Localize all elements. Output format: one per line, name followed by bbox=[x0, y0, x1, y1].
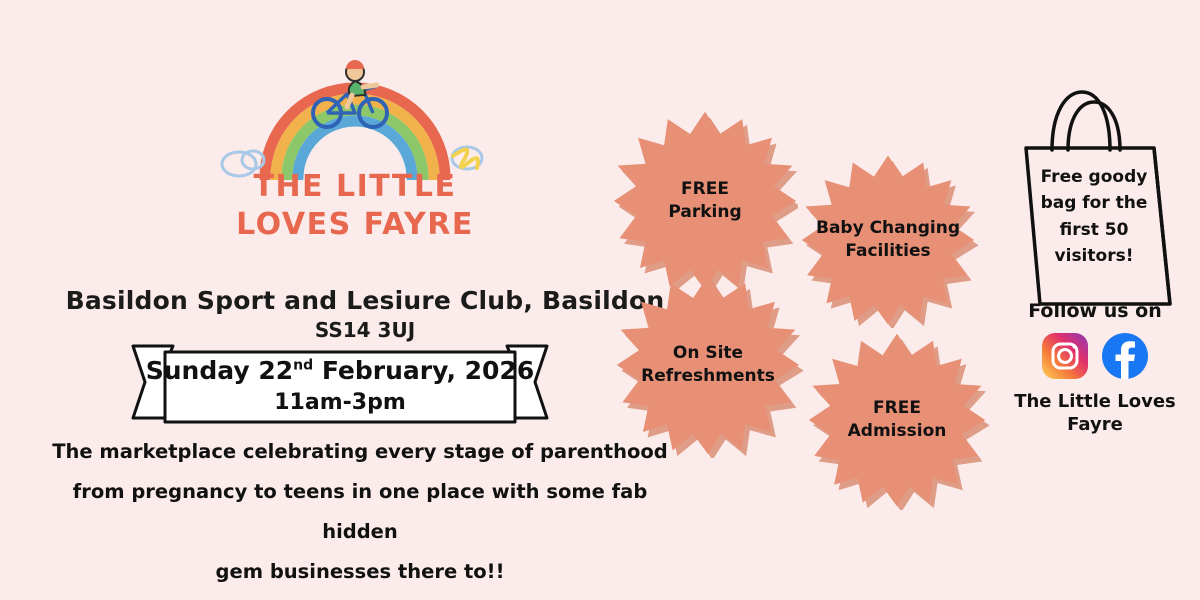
burst-line-2: Admission bbox=[847, 421, 947, 441]
burst-line-1: FREE bbox=[681, 179, 729, 200]
goody-bag-callout bbox=[1004, 78, 1184, 318]
follow-us-label: Follow us on bbox=[1028, 300, 1162, 322]
social-handle bbox=[990, 390, 1200, 437]
goody-bag-line-3: first 50 bbox=[1059, 219, 1129, 240]
goody-bag-line-4: visitors! bbox=[1054, 246, 1134, 267]
event-time: 11am-3pm bbox=[274, 390, 406, 415]
brand-wordmark bbox=[205, 168, 505, 245]
venue-block bbox=[60, 286, 670, 342]
child-on-bicycle-over-rainbow-icon bbox=[205, 60, 505, 180]
starburst-icon bbox=[612, 272, 804, 458]
burst-line-1: On Site bbox=[672, 343, 744, 364]
starburst-icon bbox=[612, 108, 798, 294]
burst-line-2: Refreshments bbox=[641, 366, 775, 386]
burst-baby-changing-facilities bbox=[790, 152, 986, 328]
brand-line-1: THE LITTLE bbox=[253, 169, 457, 204]
burst-on-site-refreshments bbox=[612, 272, 804, 458]
venue-postcode: SS14 3UJ bbox=[314, 318, 416, 342]
tagline-line-1: The marketplace celebrating every stage of parenthood bbox=[52, 440, 668, 463]
brand-line-2: LOVES FAYRE bbox=[236, 207, 474, 243]
goody-bag-line-2: bag for the bbox=[1040, 193, 1148, 214]
burst-line-2: Facilities bbox=[845, 241, 931, 261]
follow-us-block bbox=[990, 300, 1200, 437]
event-date: Sunday 22nd February, 2026 bbox=[145, 356, 535, 385]
starburst-icon bbox=[790, 152, 986, 328]
burst-free-parking bbox=[612, 108, 798, 294]
social-icon-row bbox=[990, 332, 1200, 380]
brand-logo bbox=[205, 60, 505, 275]
venue-name: Basildon Sport and Lesiure Club, Basildon bbox=[65, 286, 665, 315]
date-ribbon-banner bbox=[115, 336, 565, 432]
burst-free-admission bbox=[804, 330, 990, 510]
tagline-line-3: gem businesses there to!! bbox=[215, 559, 505, 583]
burst-line-1: FREE bbox=[873, 398, 921, 419]
starburst-icon bbox=[804, 330, 990, 510]
goody-bag-text bbox=[1018, 164, 1170, 269]
tagline-block bbox=[40, 432, 680, 592]
handle-line-2: Fayre bbox=[1067, 414, 1123, 436]
goody-bag-line-1: Free goody bbox=[1040, 167, 1148, 187]
handle-line-1: The Little Loves bbox=[1014, 391, 1176, 412]
date-time-text bbox=[115, 356, 565, 415]
burst-line-2: Parking bbox=[668, 202, 742, 222]
facebook-icon[interactable] bbox=[1101, 332, 1149, 380]
tagline-line-2: from pregnancy to teens in one place with some fab hidden bbox=[72, 479, 648, 543]
burst-line-1: Baby Changing bbox=[815, 218, 961, 239]
instagram-icon[interactable] bbox=[1041, 332, 1089, 380]
